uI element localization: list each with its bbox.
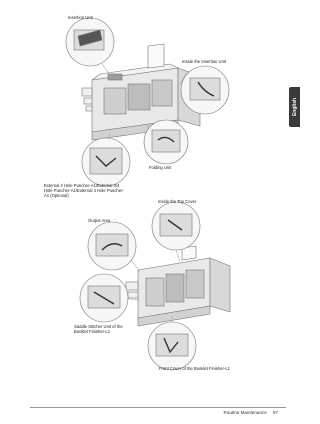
inside-top-cover-label: Inside the Top Cover xyxy=(158,199,197,204)
language-tab-label: English xyxy=(291,97,298,117)
folding-unit-label: Folding Unit xyxy=(149,165,172,170)
saddle-stitcher-label: Saddle Stitcher Unit of the Booklet Finisher-L1 xyxy=(74,324,123,334)
bottom-machine-illustration xyxy=(126,246,230,326)
inside-insertion-unit-label: Inside the Insertion Unit xyxy=(182,59,226,64)
footer-section-title: Routine Maintenance xyxy=(223,410,267,415)
insertion-unit-label: Insertion Unit xyxy=(68,15,93,20)
front-cover-finisher-label: Front Cover of the Booklet Finisher-L1 xyxy=(159,366,230,371)
footer-left-mark: ... xyxy=(30,410,33,414)
page-footer xyxy=(223,410,278,415)
language-tab xyxy=(289,87,300,127)
page-number: 67 xyxy=(272,410,278,415)
output-area-label: Output Area xyxy=(88,218,111,223)
footer-divider xyxy=(30,407,286,408)
hole-puncher-label: External 2 Hole Puncher-A1/External 2/4 Hole Puncher-A1/External 4 Hole Puncher-A1 (Optional) xyxy=(44,183,124,198)
